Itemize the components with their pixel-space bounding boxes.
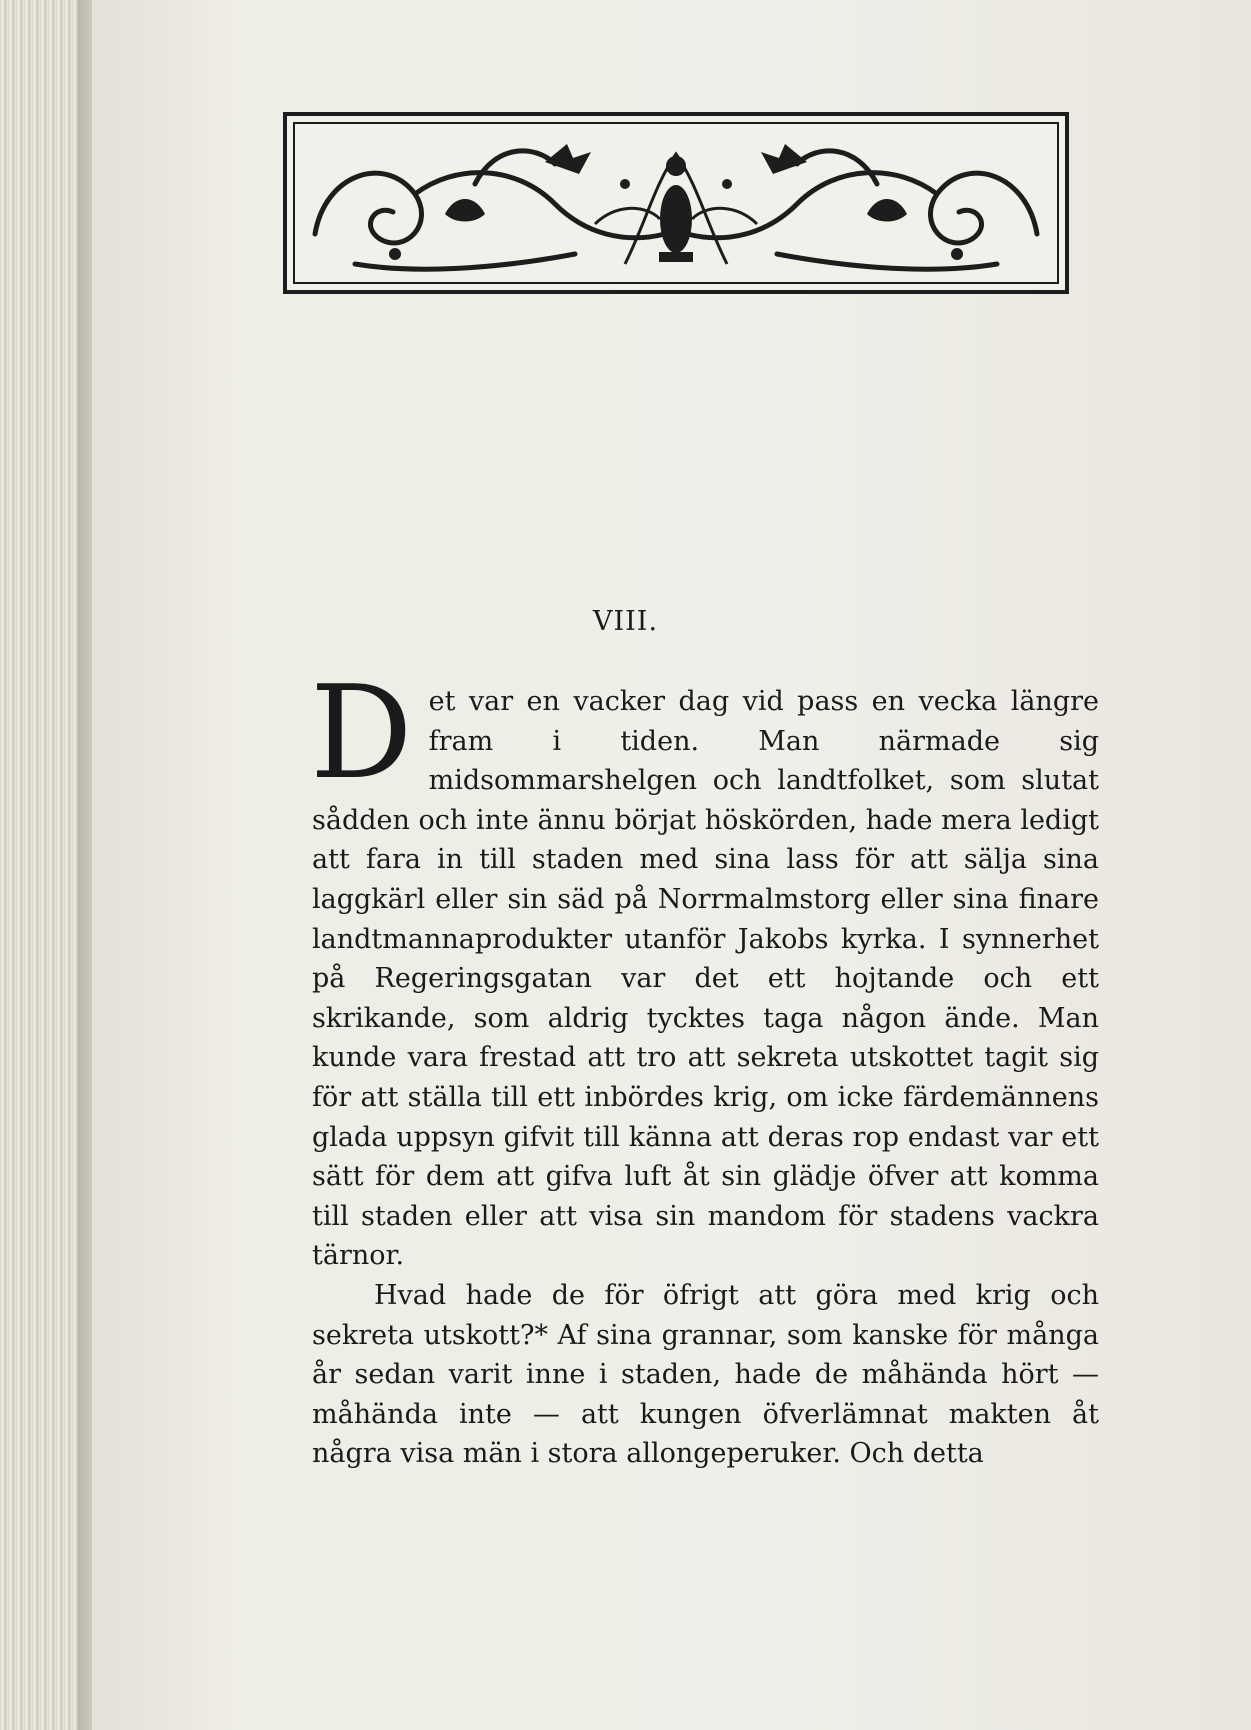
paragraph-1-text: et var en vacker dag vid pass en vecka längre fram i tiden. Man närmade sig midsommarshelgen och landtfolket, som slutat sådden och inte ännu börjat höskörden, hade mera ledigt att fara in till staden med sina lass för att sälja sina laggkärl eller sin säd på Norrmalmstorg eller sina finare landtmannaprodukter utanför Jakobs kyrka. I synnerhet på Regeringsgatan var det ett hojtande och ett skrikande, som aldrig tycktes taga någon ände. Man kunde vara frestad att tro att sekreta utskottet tagit sig för att ställa till ett inbördes krig, om icke färdemännens glada uppsyn gifvit till känna att deras rop endast var ett sätt för dem att gifva luft åt sin glädje öfver att komma till staden eller att visa sin mandom för stadens vackra tärnor. xyxy=(312,686,1099,1272)
drop-cap: D xyxy=(310,659,413,808)
chapter-number: VIII. xyxy=(592,606,659,637)
ornamental-headpiece xyxy=(283,112,1069,294)
paragraph-1 xyxy=(310,659,1099,1276)
paragraph-2: Hvad hade de för öfrigt att göra med krig och sekreta utskott?* Af sina grannar, som kanske för många år sedan varit inne i staden, hade de måhända hört — måhända inte — att kungen öfverlämnat makten åt några visa män i stora allongeperuker. Och detta xyxy=(312,1279,1099,1470)
body-text xyxy=(310,659,1099,1474)
foliage-scroll-ornament xyxy=(295,124,1057,282)
